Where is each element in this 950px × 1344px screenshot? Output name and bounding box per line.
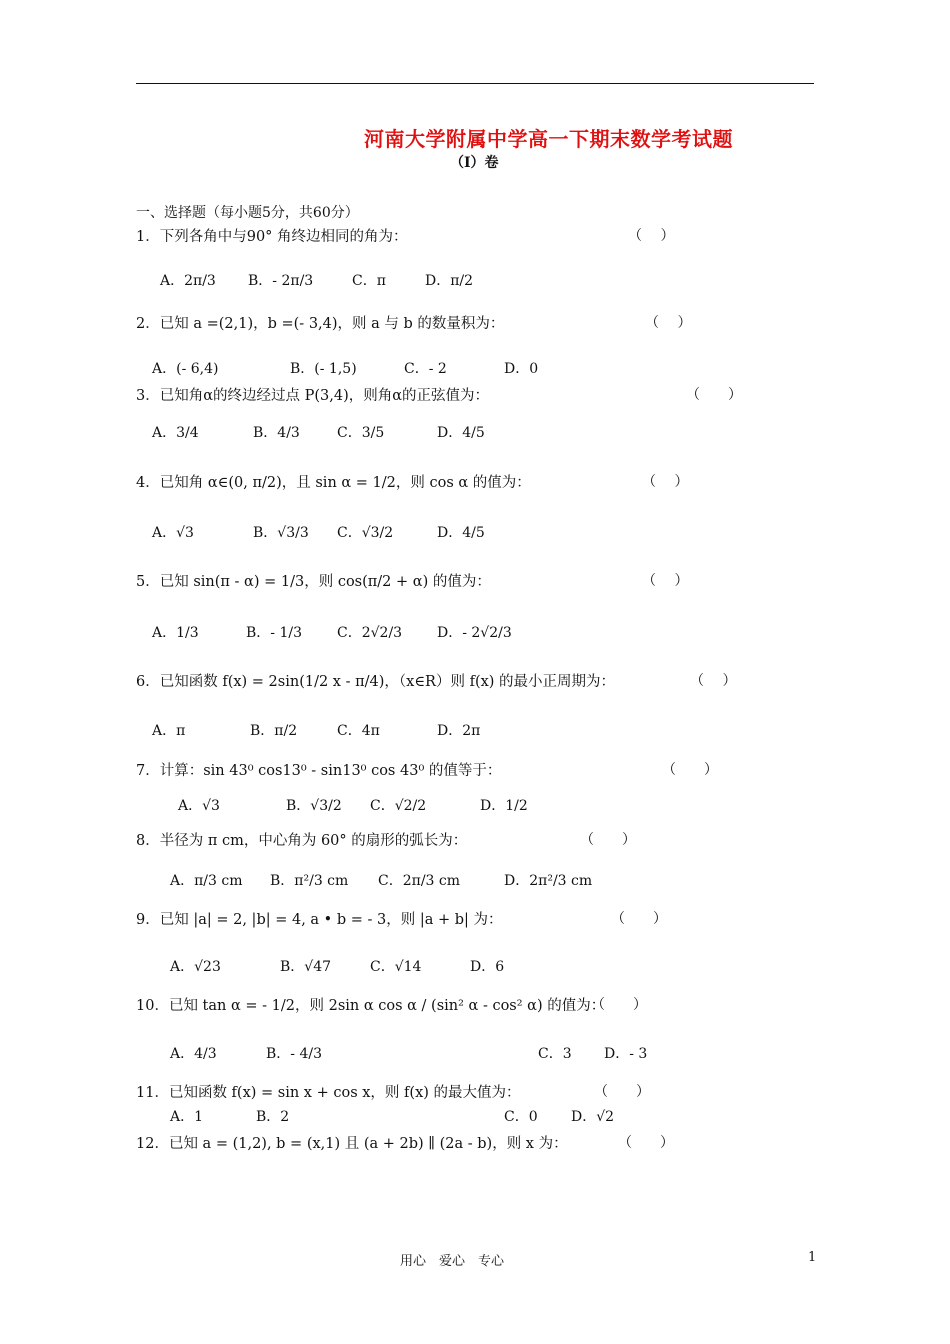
answer-paren-5: （ ） xyxy=(642,573,689,589)
option-c: C．√3/2 xyxy=(337,525,394,541)
question-7: 7．计算：sin 43⁰ cos13⁰ - sin13⁰ cos 43⁰ 的值等于： xyxy=(136,763,502,779)
option-a: A．π/3 cm xyxy=(170,873,243,889)
question-9: 9．已知 |a| = 2, |b| = 4, a • b = - 3，则 |a + b| 为： xyxy=(136,912,503,928)
option-b: B．(- 1,5) xyxy=(290,361,357,377)
option-b: B．√47 xyxy=(280,959,332,975)
option-d: D．6 xyxy=(470,959,505,975)
option-a: A．1 xyxy=(170,1109,204,1125)
option-a: A．√3 xyxy=(178,798,220,814)
answer-paren-3: （ ） xyxy=(686,387,742,403)
answer-paren-11: （ ） xyxy=(594,1084,650,1100)
option-b: B．- 4/3 xyxy=(266,1046,322,1062)
question-4: 4．已知角 α∈(0, π/2)，且 sin α = 1/2，则 cos α 的值为： xyxy=(136,475,531,491)
question-12: 12．已知 a = (1,2), b = (x,1) 且 (a + 2b) ∥ (2a - b)，则 x 为： xyxy=(136,1136,568,1152)
options-9 xyxy=(0,948,950,998)
answer-paren-6: （ ） xyxy=(690,673,737,689)
question-6: 6．已知函数 f(x) = 2sin(1/2 x - π/4)，（x∈R）则 f(x) 的最小正周期为： xyxy=(136,674,616,690)
header-rule xyxy=(136,83,814,84)
option-c: C．0 xyxy=(504,1109,538,1125)
options-5 xyxy=(0,612,950,662)
option-d: D．0 xyxy=(504,361,539,377)
option-b: B．2 xyxy=(256,1109,290,1125)
option-d: D．- 3 xyxy=(604,1046,648,1062)
answer-paren-4: （ ） xyxy=(642,474,689,490)
option-b: B．π²/3 cm xyxy=(270,873,349,889)
option-c: C．π xyxy=(352,273,386,289)
question-3: 3．已知角α的终边经过点 P(3,4)，则角α的正弦值为： xyxy=(136,388,490,404)
answer-paren-12: （ ） xyxy=(618,1135,674,1151)
option-a: A．2π/3 xyxy=(160,273,216,289)
option-c: C．3/5 xyxy=(337,425,385,441)
option-d: D．2π²/3 cm xyxy=(504,873,593,889)
option-c: C．√14 xyxy=(370,959,422,975)
option-c: C．2√2/3 xyxy=(337,625,403,641)
option-d: D．π/2 xyxy=(425,273,474,289)
option-b: B．- 2π/3 xyxy=(248,273,314,289)
options-6 xyxy=(0,712,950,762)
option-d: D．- 2√2/3 xyxy=(437,625,512,641)
option-b: B．√3/3 xyxy=(253,525,309,541)
question-1: 1．下列各角中与90° 角终边相同的角为： xyxy=(136,229,408,245)
option-a: A．π xyxy=(152,723,186,739)
question-2: 2．已知 a =(2,1)，b =(- 3,4)，则 a 与 b 的数量积为： xyxy=(136,316,505,332)
answer-paren-8: （ ） xyxy=(580,832,636,848)
page-title: 河南大学附属中学高一下期末数学考试题 xyxy=(364,127,733,151)
option-a: A．1/3 xyxy=(152,625,199,641)
option-b: B．- 1/3 xyxy=(246,625,302,641)
options-8 xyxy=(0,858,950,908)
option-a: A．3/4 xyxy=(152,425,199,441)
option-b: B．4/3 xyxy=(253,425,300,441)
page-subtitle: （Ⅰ）卷 xyxy=(450,155,499,171)
answer-paren-1: （ ） xyxy=(628,228,675,244)
answer-paren-7: （ ） xyxy=(662,762,718,778)
option-c: C．√2/2 xyxy=(370,798,427,814)
question-11: 11．已知函数 f(x) = sin x + cos x，则 f(x) 的最大值为： xyxy=(136,1085,521,1101)
question-10: 10．已知 tan α = - 1/2，则 2sin α cos α / (sin² α - cos² α) 的值为： xyxy=(136,998,606,1014)
options-10 xyxy=(0,1033,950,1083)
options-4 xyxy=(0,512,950,562)
footer-motto: 用心 爱心 专心 xyxy=(400,1254,505,1269)
option-d: D．2π xyxy=(437,723,481,739)
option-a: A．√3 xyxy=(152,525,194,541)
answer-paren-9: （ ） xyxy=(611,911,667,927)
option-c: C．3 xyxy=(538,1046,572,1062)
option-a: A．(- 6,4) xyxy=(152,361,219,377)
option-a: A．4/3 xyxy=(170,1046,217,1062)
answer-paren-10: （ ） xyxy=(591,997,647,1013)
option-d: D．4/5 xyxy=(437,425,485,441)
option-b: B．√3/2 xyxy=(286,798,342,814)
option-d: D．4/5 xyxy=(437,525,485,541)
option-c: C．- 2 xyxy=(404,361,447,377)
question-8: 8．半径为 π cm，中心角为 60° 的扇形的弧长为： xyxy=(136,833,468,849)
options-7 xyxy=(0,785,950,835)
option-b: B．π/2 xyxy=(250,723,298,739)
options-1 xyxy=(0,260,950,310)
question-5: 5．已知 sin(π - α) = 1/3，则 cos(π/2 + α) 的值为： xyxy=(136,574,491,590)
section-heading: 一、选择题（每小题5分，共60分） xyxy=(136,205,359,221)
option-c: C．4π xyxy=(337,723,380,739)
page-number: 1 xyxy=(808,1250,817,1265)
answer-paren-2: （ ） xyxy=(645,315,692,331)
option-d: D．√2 xyxy=(571,1109,615,1125)
option-d: D．1/2 xyxy=(480,798,528,814)
option-c: C．2π/3 cm xyxy=(378,873,461,889)
option-a: A．√23 xyxy=(170,959,221,975)
options-3 xyxy=(0,412,950,462)
